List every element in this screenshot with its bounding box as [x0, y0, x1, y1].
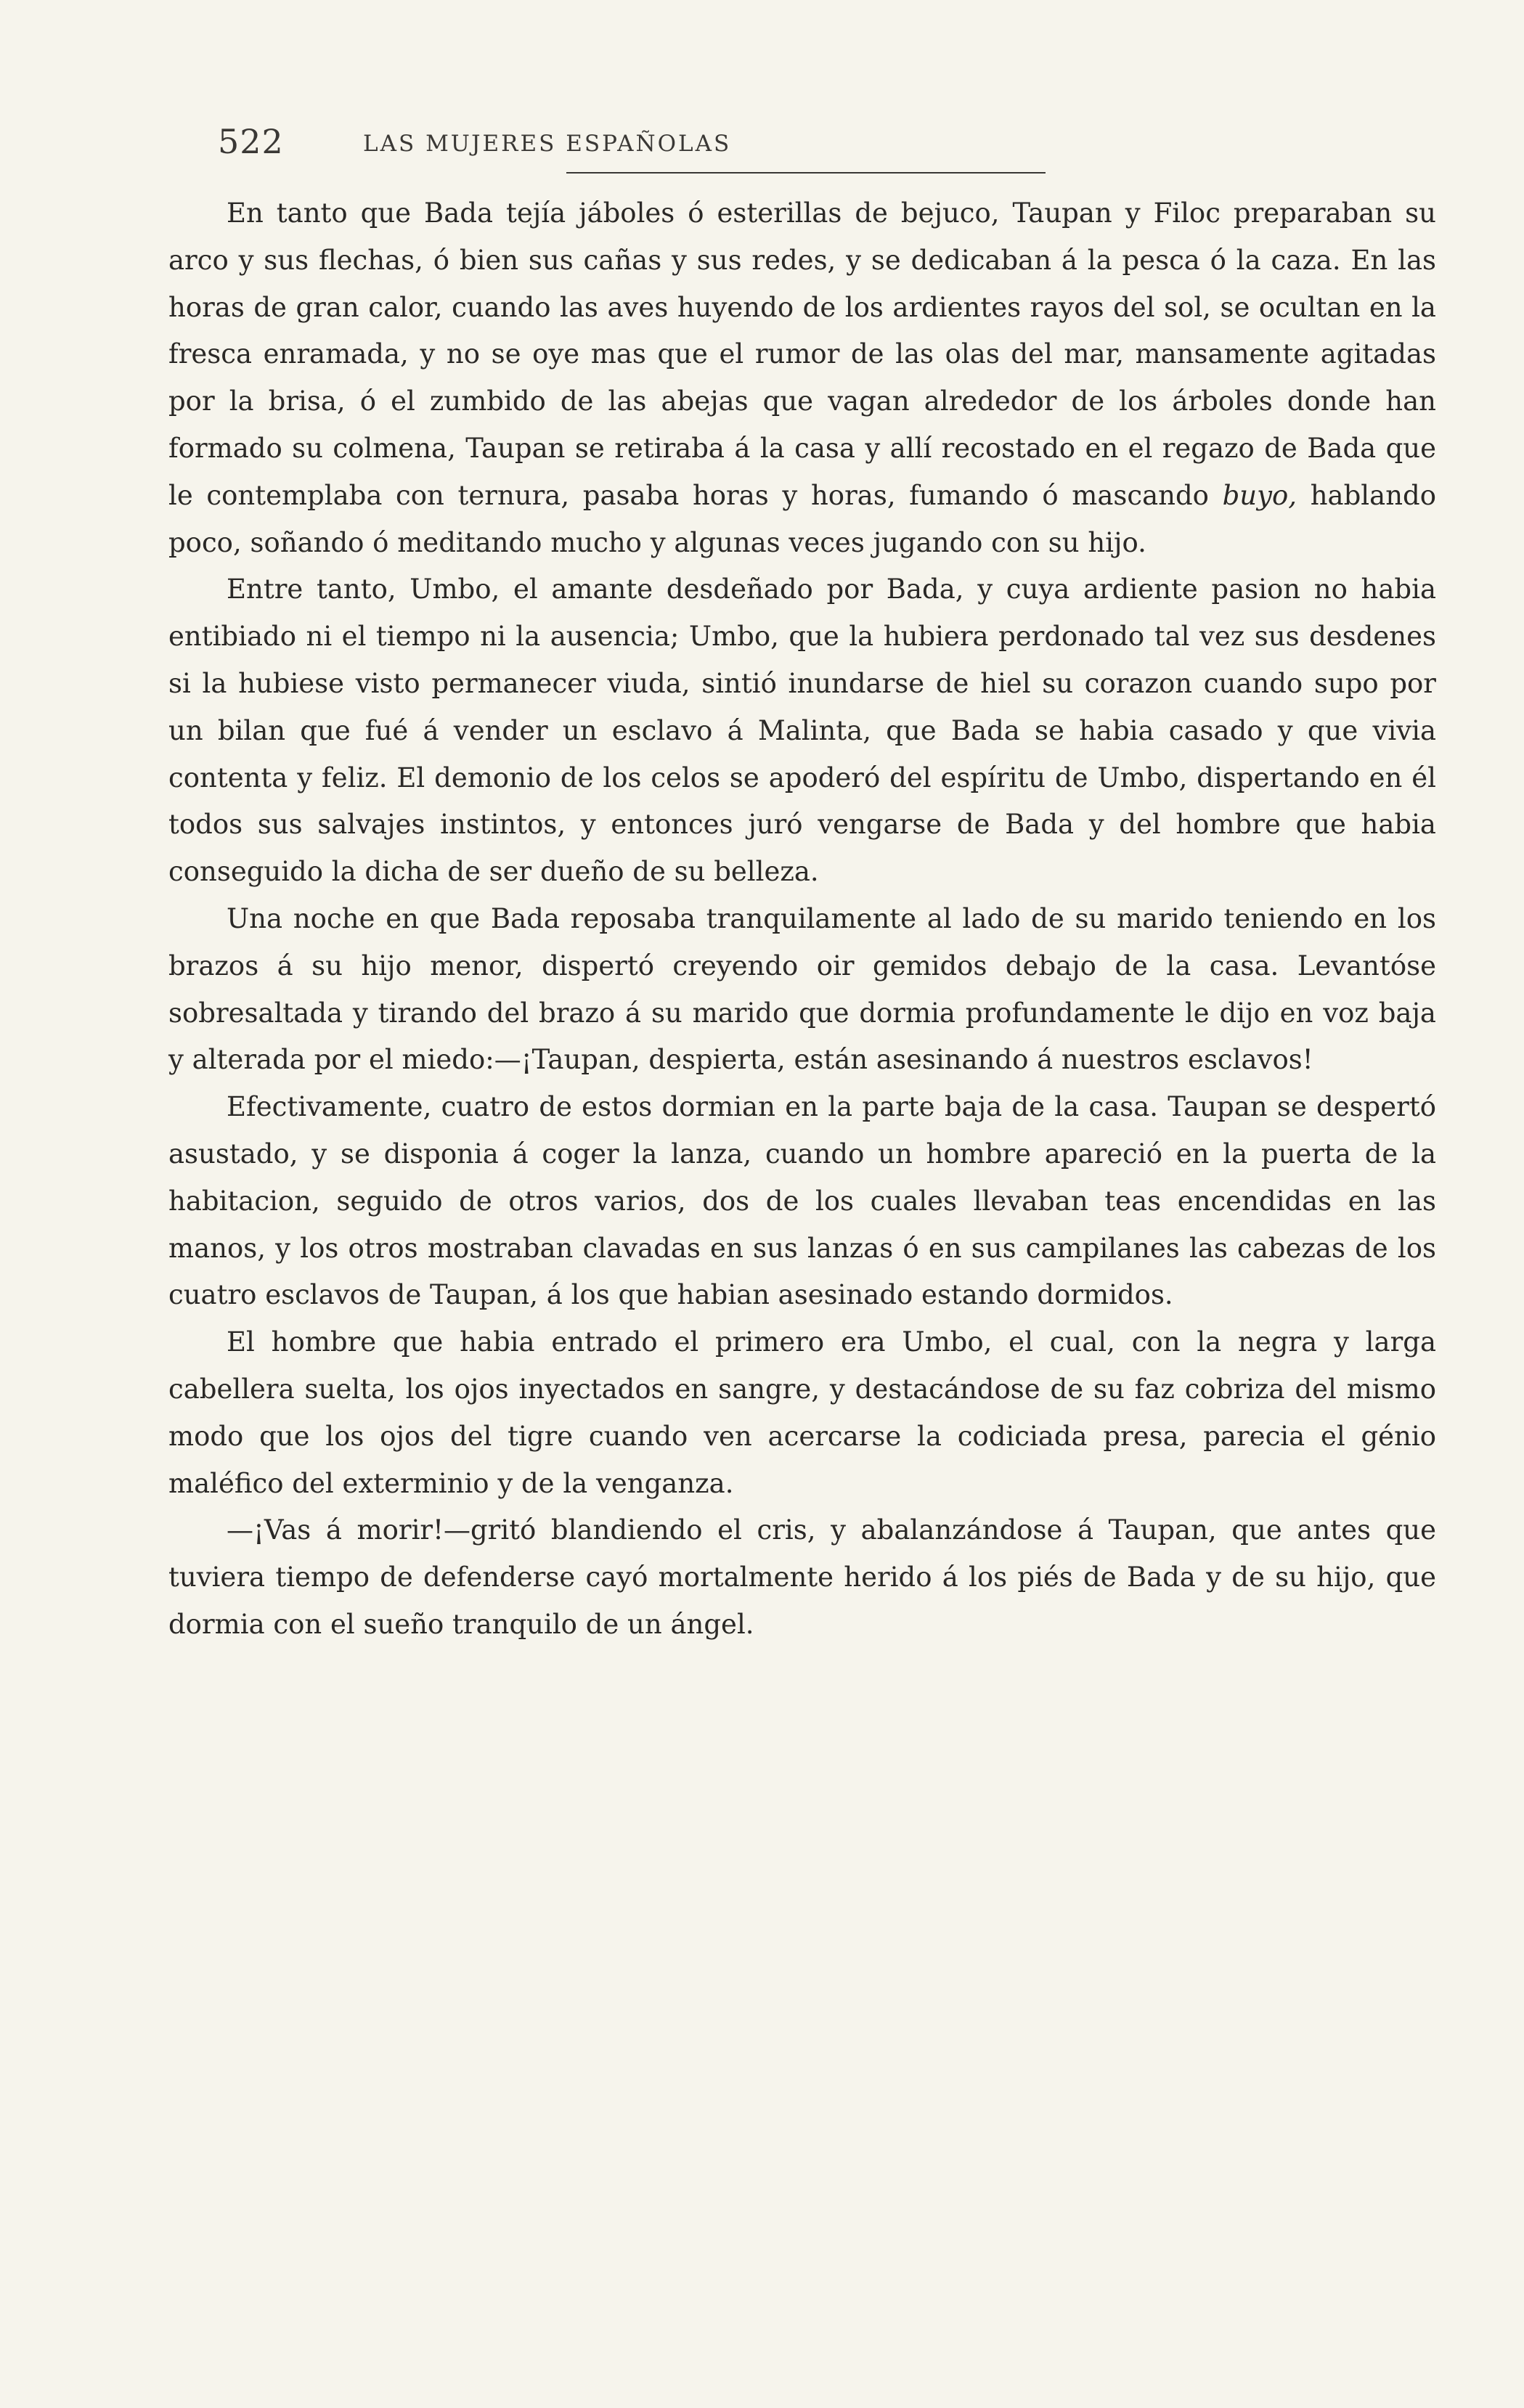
page-number: 522 — [218, 122, 284, 161]
paragraph-1-text-start: En tanto que Bada tejía jáboles ó esterillas de bejuco, Taupan y Filoc preparaban su arco y sus flechas, ó bien sus cañas y sus redes, y se dedicaban á la pesca ó la caza. En las horas de gran calor, cuando las aves huyendo de los ardientes rayos del sol, se ocultan en la fresca enramada, y no se oye mas que el rumor de las olas del mar, mansamente agitadas por la brisa, ó el zumbido de las abejas que vagan alrededor de los árboles donde han formado su colmena, Taupan se retiraba á la casa y allí recostado en el regazo de Bada que le contemplaba con ternura, pasaba horas y horas, fumando ó mascando — [168, 197, 1436, 511]
running-title: LAS MUJERES ESPAÑOLAS — [363, 131, 732, 157]
paragraph-6: —¡Vas á morir!—gritó blandiendo el cris, y abalanzándose á Taupan, que antes que tuviera tiempo de defenderse cayó mortalmente herido á los piés de Bada y de su hijo, que dormia con el sueño tranquilo de un ángel. — [168, 1514, 1436, 1640]
page-header — [218, 109, 1053, 167]
paragraph-1 — [168, 190, 1436, 566]
paragraph-1-text-end: hablando poco, soñando ó meditando mucho y algunas veces jugando con su hijo. — [168, 479, 1436, 558]
header-rule — [566, 172, 1046, 174]
italic-word-buyo: buyo, — [1222, 479, 1297, 511]
paragraph-4: Efectivamente, cuatro de estos dormian en la parte baja de la casa. Taupan se despertó asustado, y se disponia á coger la lanza, cuando un hombre apareció en la puerta de la habitacion, seguido de otros varios, dos de los cuales llevaban teas encendidas en las manos, y los otros mostraban clavadas en sus lanzas ó en sus campilanes las cabezas de los cuatro esclavos de Taupan, á los que habian asesinado estando dormidos. — [168, 1091, 1436, 1311]
paragraph-2: Entre tanto, Umbo, el amante desdeñado por Bada, y cuya ardiente pasion no habia entibiado ni el tiempo ni la ausencia; Umbo, que la hubiera perdonado tal vez sus desdenes si la hubiese visto permanecer viuda, sintió inundarse de hiel su corazon cuando supo por un bilan que fué á vender un esclavo á Malinta, que Bada se habia casado y que vivia contenta y feliz. El demonio de los celos se apoderó del espíritu de Umbo, dispertando en él todos sus salvajes instintos, y entonces juró vengarse de Bada y del hombre que habia conseguido la dicha de ser dueño de su belleza. — [168, 574, 1436, 888]
paragraph-5: El hombre que habia entrado el primero era Umbo, el cual, con la negra y larga cabellera suelta, los ojos inyectados en sangre, y destacándose de su faz cobriza del mismo modo que los ojos del tigre cuando ven acercarse la codiciada presa, parecia el génio maléfico del exterminio y de la venganza. — [168, 1326, 1436, 1499]
paragraph-3: Una noche en que Bada reposaba tranquilamente al lado de su marido teniendo en los brazos á su hijo menor, dispertó creyendo oir gemidos debajo de la casa. Levantóse sobresaltada y tirando del brazo á su marido que dormia profundamente le dijo en voz baja y alterada por el miedo:—¡Taupan, despierta, están asesinando á nuestros esclavos! — [168, 902, 1436, 1076]
body-text — [168, 190, 1436, 1649]
